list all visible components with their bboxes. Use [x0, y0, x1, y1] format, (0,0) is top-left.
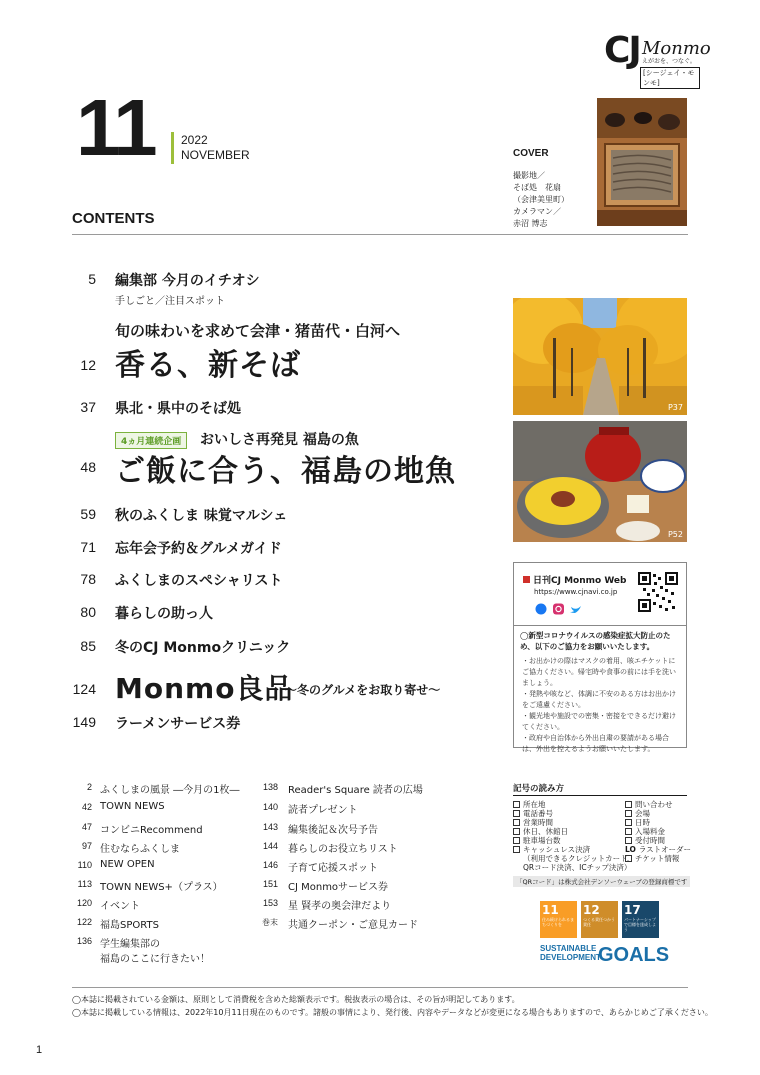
logo-cj-text: CJ	[604, 30, 640, 71]
toc-item-title[interactable]: ラーメンサービス券	[115, 716, 241, 732]
sns-icons	[535, 600, 595, 612]
sub-toc-page: 120	[76, 898, 92, 908]
clock-icon	[513, 819, 520, 826]
sdg-goal-12-icon	[581, 901, 618, 938]
soba-cover-image	[597, 98, 687, 226]
legend-cashless-note: （利用できるクレジットカード、	[523, 854, 635, 863]
cover-label: COVER	[513, 148, 549, 159]
series-tag: 4ヵ月連続企画	[115, 432, 187, 449]
sub-toc-page: 42	[81, 802, 92, 812]
sub-toc-title[interactable]: 共通クーポン・ご意見カード	[288, 920, 418, 931]
sub-toc-page: 122	[76, 917, 92, 927]
sub-toc-title[interactable]: TOWN NEWS	[100, 801, 165, 812]
sub-toc-title[interactable]: 暮らしのお役立ちリスト	[288, 844, 398, 855]
toc-item-title[interactable]: ふくしまのスペシャリスト	[115, 573, 283, 589]
sub-toc-page: 巻末	[262, 918, 278, 927]
fee-icon	[625, 828, 632, 835]
phone-icon	[513, 810, 520, 817]
web-label-text: 日刊CJ Monmo Web	[533, 576, 627, 586]
toc-item-title[interactable]: 秋のふくしま 味覚マルシェ	[115, 508, 288, 524]
parking-icon	[513, 837, 520, 844]
last-order-icon: LO	[625, 845, 636, 854]
covid-notice-item: ・観光地や施設での密集・密接をできるだけ避けてください。	[522, 712, 676, 731]
twitter-icon[interactable]	[570, 606, 581, 613]
sub-toc-title[interactable]: CJ Monmoサービス券	[288, 882, 389, 893]
sub-toc-title[interactable]: Reader's Square 読者の広場	[288, 785, 423, 796]
covid-notice-list	[522, 656, 682, 755]
ginkgo-image	[513, 298, 687, 415]
covid-notice-item: ・発熱や咳など、体調に不安のある方はお出かけをご遠慮ください。	[522, 690, 676, 709]
sub-toc-title[interactable]: 福島のここに行きたい！	[100, 954, 210, 965]
logo-tagline: えがおを、つなぐ。	[642, 58, 696, 65]
sub-toc-title[interactable]: ふくしまの風景 ―今月の1枚―	[100, 785, 240, 796]
fish-rice-photo[interactable]	[513, 421, 687, 542]
toc-page-number: 149	[72, 714, 96, 730]
qr-code-icon[interactable]	[638, 572, 678, 612]
sub-toc-page: 146	[262, 860, 278, 870]
sub-toc-page: 113	[77, 879, 92, 889]
sdgs-line: SUSTAINABLE	[540, 944, 597, 953]
instagram-icon[interactable]	[553, 604, 564, 615]
legend-label: 休日、休館日	[523, 827, 568, 836]
qr-trademark-note: 「QRコード」は株式会社デンソーウェーブの登録商標です	[513, 876, 690, 887]
cj-monmo-logo	[604, 30, 711, 87]
legend-label: 問い合わせ	[635, 800, 673, 809]
legend-label: キャッシュレス決済	[523, 845, 591, 854]
sub-toc-title[interactable]: 福島SPORTS	[100, 920, 159, 931]
kamameshi-image	[513, 421, 687, 542]
web-label[interactable]	[523, 573, 626, 586]
sdg-goal-number: 17	[624, 903, 641, 917]
toc-item-title[interactable]: 編集部 今月のイチオシ	[115, 273, 260, 289]
legend-label: ラストオーダー	[638, 845, 691, 854]
sub-toc-page: 138	[262, 782, 278, 792]
toc-page-number: 48	[80, 459, 96, 475]
cover-photo[interactable]	[597, 98, 687, 226]
toc-item-subtitle: 手しごと／注目スポット	[115, 296, 225, 307]
toc-feature-title[interactable]: 香る、新そば	[115, 348, 301, 383]
footer-note: ◯本誌に掲載されている金額は、原則として消費税を含めた総額表示です。税抜表示の場合は、その旨が明記してあります。	[72, 995, 520, 1004]
toc-page-number: 59	[80, 506, 96, 522]
square-bullet-icon	[523, 576, 530, 583]
toc-feature-title[interactable]: ご飯に合う、福島の地魚	[115, 454, 456, 489]
page-number: 1	[36, 1044, 43, 1056]
cashless-icon	[513, 846, 520, 853]
sdg-goal-label: 住み続けられるまちづくりを	[542, 917, 574, 927]
covid-notice-title: ◯新型コロナウイルスの感染症拡大防止のため、以下のご協力をお願いいたします。	[520, 631, 671, 651]
cover-credit-line: カメラマン／	[513, 207, 561, 216]
sub-toc-title[interactable]: コンビニRecommend	[100, 825, 203, 836]
issue-year: 2022	[181, 133, 208, 147]
photo-caption: P52	[667, 530, 683, 539]
sub-toc-page: 143	[262, 822, 278, 832]
legend-label: 営業時間	[523, 818, 553, 827]
contents-divider	[72, 234, 688, 235]
legend-cashless-note: QRコード決済、ICチップ決済）	[523, 863, 632, 872]
sub-toc-title[interactable]: NEW OPEN	[100, 859, 155, 870]
covid-notice-item: ・お出かけの際はマスクの着用、咳エチケットにご協力ください。帰宅時や食事の前には手を洗いましょう。	[522, 657, 676, 687]
legend-label: 受付時間	[635, 836, 665, 845]
legend-divider	[513, 795, 687, 796]
photo-caption: P37	[667, 403, 683, 412]
sdg-goal-11-icon	[540, 901, 577, 938]
sub-toc-page: 2	[86, 782, 92, 792]
sdgs-wordmark	[540, 944, 601, 962]
sub-toc-title[interactable]: 編集後記＆次号予告	[288, 825, 378, 836]
sub-toc-page: 151	[262, 879, 278, 889]
toc-page-number: 71	[80, 539, 96, 555]
sdg-goal-number: 12	[583, 903, 600, 917]
legend-title: 記号の読み方	[513, 784, 565, 794]
toc-page-number: 80	[80, 604, 96, 620]
sdg-goal-17-icon	[622, 901, 659, 938]
legend-label: 入場料金	[635, 827, 665, 836]
cover-credit-line: （会津美里町）	[513, 195, 569, 204]
reception-icon	[625, 837, 632, 844]
logo-kana: [シージェイ・モンモ]	[640, 67, 700, 89]
facebook-icon[interactable]	[536, 604, 547, 615]
toc-item-title[interactable]: 冬のCJ Monmoクリニック	[115, 640, 291, 656]
legend-label: 電話番号	[523, 809, 553, 818]
cover-credit-line: 撮影地／	[513, 171, 545, 180]
toc-item-title[interactable]: 忘年会予約＆グルメガイド	[115, 541, 282, 557]
footer-note: ◯本誌に掲載している情報は、2022年10月11日現在のものです。諸般の事情により、発行後、内容やデータなどが変更になる場合もありますので、あらかじめご了承ください。	[72, 1008, 713, 1017]
toc-feature-title[interactable]: Monmo良品	[115, 672, 294, 705]
issue-month: NOVEMBER	[181, 148, 250, 162]
toc-item-kicker: おいしさ再発見 福島の魚	[200, 432, 359, 448]
ginkgo-avenue-photo[interactable]	[513, 298, 687, 415]
legend-label: 会場	[635, 809, 650, 818]
toc-page-number: 124	[72, 681, 96, 697]
legend-label: 駐車場台数	[523, 836, 561, 845]
sdg-goal-number: 11	[542, 903, 559, 917]
sub-toc-page: 97	[81, 841, 92, 851]
web-url[interactable]: https://www.cjnavi.co.jp	[534, 588, 618, 596]
cover-credit-line: そば処 花扇	[513, 183, 561, 192]
sdg-goal-label: つくる責任つかう責任	[583, 917, 615, 927]
sub-toc-title[interactable]: 学生編集部の	[100, 939, 160, 950]
toc-page-number: 85	[80, 638, 96, 654]
closed-icon	[513, 828, 520, 835]
toc-item-subtitle: ～冬のグルメをお取り寄せ～	[285, 683, 441, 697]
sub-toc-title[interactable]: イベント	[100, 901, 140, 912]
sub-toc-title[interactable]: TOWN NEWS+（プラス）	[100, 882, 223, 893]
cover-credit	[513, 170, 595, 230]
contact-icon	[625, 801, 632, 808]
issue-number: 11	[76, 83, 155, 172]
sdg-goal-label: パートナーシップで目標を達成しよう	[624, 917, 656, 932]
cover-credit-line: 赤沼 博志	[513, 219, 548, 228]
sub-toc-page: 136	[76, 936, 92, 946]
sub-toc-title[interactable]: 読者プレゼント	[288, 805, 358, 816]
legend-label: チケット情報	[635, 854, 680, 863]
sub-toc-page: 140	[262, 802, 278, 812]
sub-toc-page: 47	[81, 822, 92, 832]
toc-item-title[interactable]: 県北・県中のそば処	[115, 401, 241, 417]
venue-icon	[625, 810, 632, 817]
toc-page-number: 12	[80, 357, 96, 373]
toc-item-kicker: 旬の味わいを求めて会津・猪苗代・白河へ	[115, 322, 401, 340]
sub-toc-page: 110	[77, 860, 92, 870]
legend-label: 所在地	[523, 800, 546, 809]
sdgs-goals-logo: GOALS	[598, 944, 670, 966]
toc-item-title[interactable]: 暮らしの助っ人	[115, 606, 213, 622]
footer-divider	[72, 987, 688, 988]
sub-toc-title[interactable]: 子育て応援スポット	[288, 863, 378, 874]
sub-toc-title[interactable]: 住むならふくしま	[100, 844, 180, 855]
toc-page-number: 78	[80, 571, 96, 587]
sub-toc-page: 144	[262, 841, 278, 851]
toc-page-number: 5	[88, 271, 96, 287]
sdgs-line: DEVELOPMENT	[540, 953, 601, 962]
sub-toc-title[interactable]: 星 賢孝の奥会津だより	[288, 901, 392, 912]
sub-toc-page: 153	[262, 898, 278, 908]
contents-heading: CONTENTS	[72, 210, 155, 227]
legend-label: 日時	[635, 818, 650, 827]
info-divider	[513, 625, 687, 626]
logo-monmo-text: Monmo	[642, 38, 711, 59]
address-icon	[513, 801, 520, 808]
toc-page-number: 37	[80, 399, 96, 415]
ticket-icon	[625, 855, 632, 862]
legend-ticket	[625, 853, 679, 864]
issue-accent-bar	[171, 132, 174, 164]
calendar-icon	[625, 819, 632, 826]
covid-notice-item: ・政府や自治体から外出自粛の要請がある場合は、外出を控えるようお願いいたします。	[522, 734, 669, 753]
